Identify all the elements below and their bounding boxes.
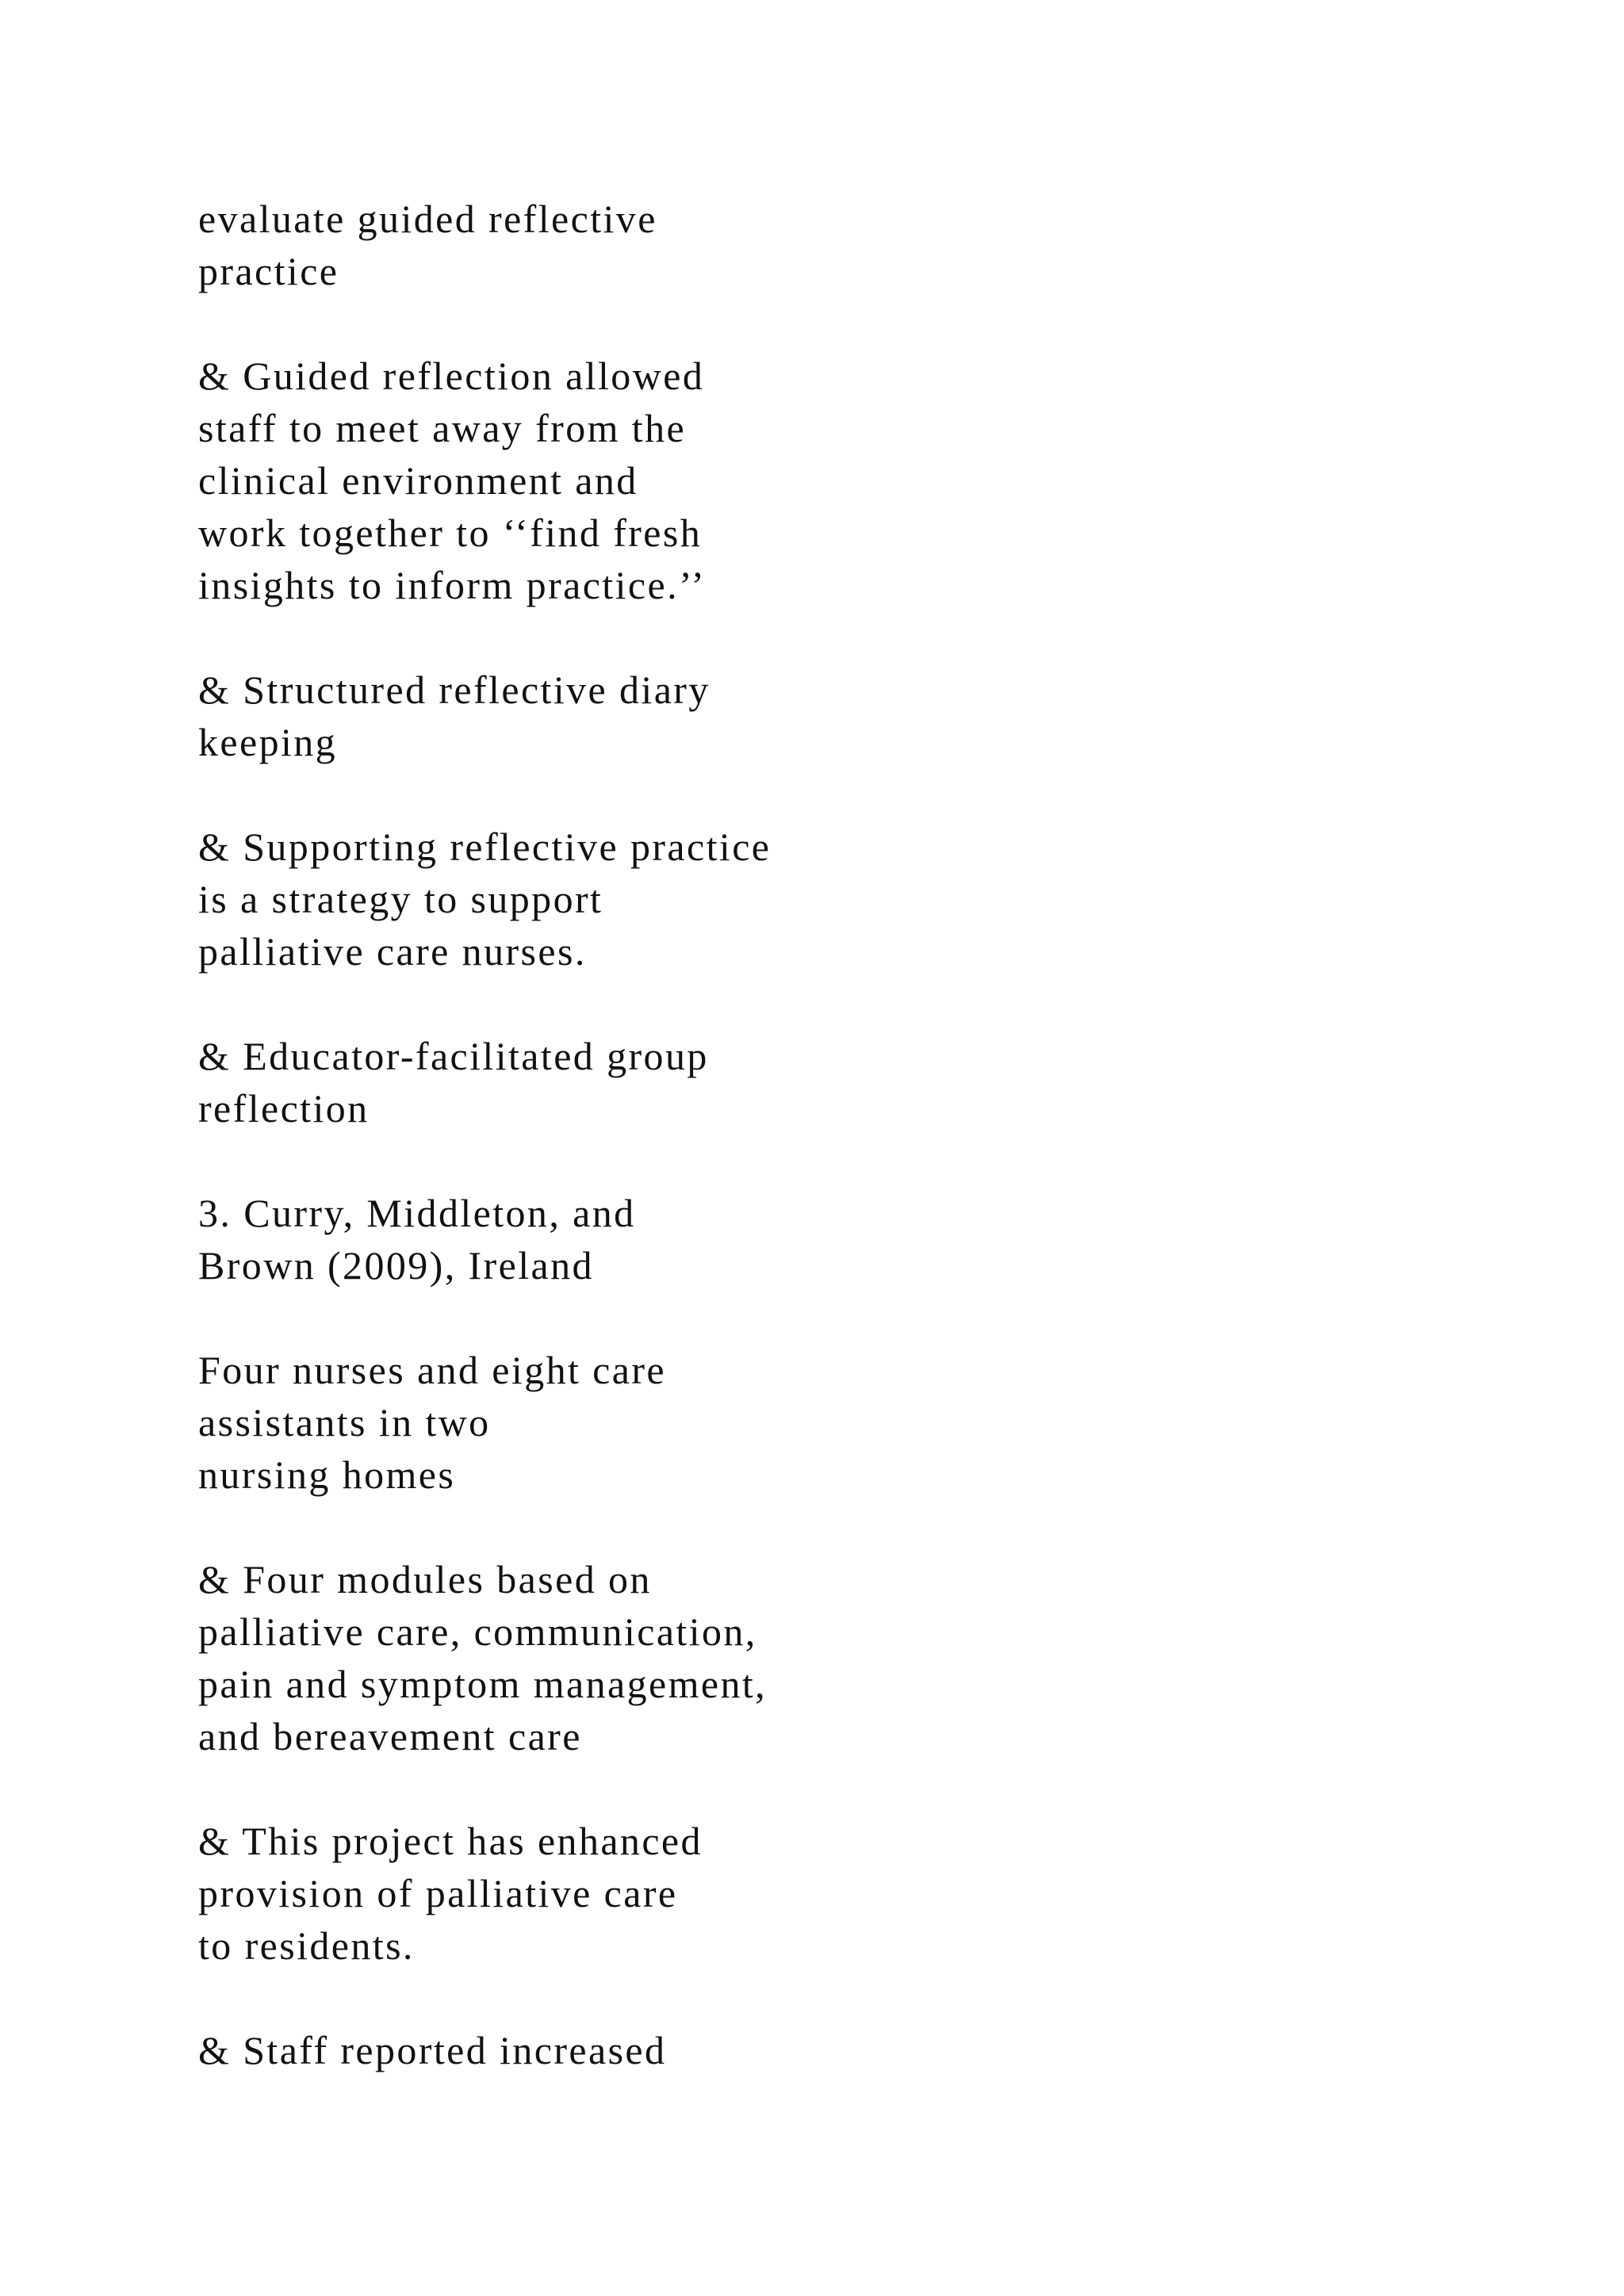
text-line: & Four modules based on (198, 1557, 652, 1601)
paragraph (198, 1030, 1308, 1135)
paragraph (198, 821, 1308, 978)
document-body (198, 193, 1308, 2129)
text-line: reflection (198, 1086, 370, 1131)
paragraph (198, 1344, 1308, 1501)
text-line: nursing homes (198, 1452, 456, 1497)
text-line: to residents. (198, 1923, 415, 1968)
text-line: & Supporting reflective practice (198, 825, 772, 869)
text-line: palliative care, communication, (198, 1609, 757, 1654)
text-line: palliative care nurses. (198, 929, 587, 974)
text-line: & This project has enhanced (198, 1819, 703, 1863)
text-line: provision of palliative care (198, 1871, 678, 1915)
text-line: clinical environment and (198, 458, 638, 503)
text-line: Brown (2009), Ireland (198, 1243, 594, 1288)
text-line: & Educator-facilitated group (198, 1034, 709, 1078)
paragraph (198, 193, 1308, 297)
text-line: is a strategy to support (198, 877, 603, 921)
text-line: & Staff reported increased (198, 2028, 667, 2072)
text-line: evaluate guided reflective (198, 197, 657, 241)
text-line: & Structured reflective diary (198, 668, 710, 712)
paragraph (198, 1187, 1308, 1292)
paragraph (198, 1815, 1308, 1972)
text-line: insights to inform practice.’’ (198, 563, 707, 607)
text-line: & Guided reflection allowed (198, 354, 705, 398)
paragraph (198, 1553, 1308, 1762)
text-line: staff to meet away from the (198, 406, 687, 450)
paragraph (198, 350, 1308, 611)
text-line: practice (198, 249, 339, 293)
paragraph (198, 664, 1308, 768)
text-line: 3. Curry, Middleton, and (198, 1191, 636, 1235)
text-line: keeping (198, 720, 338, 764)
text-line: work together to ‘‘find fresh (198, 511, 703, 555)
text-line: assistants in two (198, 1400, 491, 1445)
text-line: Four nurses and eight care (198, 1348, 667, 1392)
text-line: and bereavement care (198, 1714, 582, 1758)
text-line: pain and symptom management, (198, 1662, 768, 1706)
paragraph (198, 2024, 1308, 2076)
